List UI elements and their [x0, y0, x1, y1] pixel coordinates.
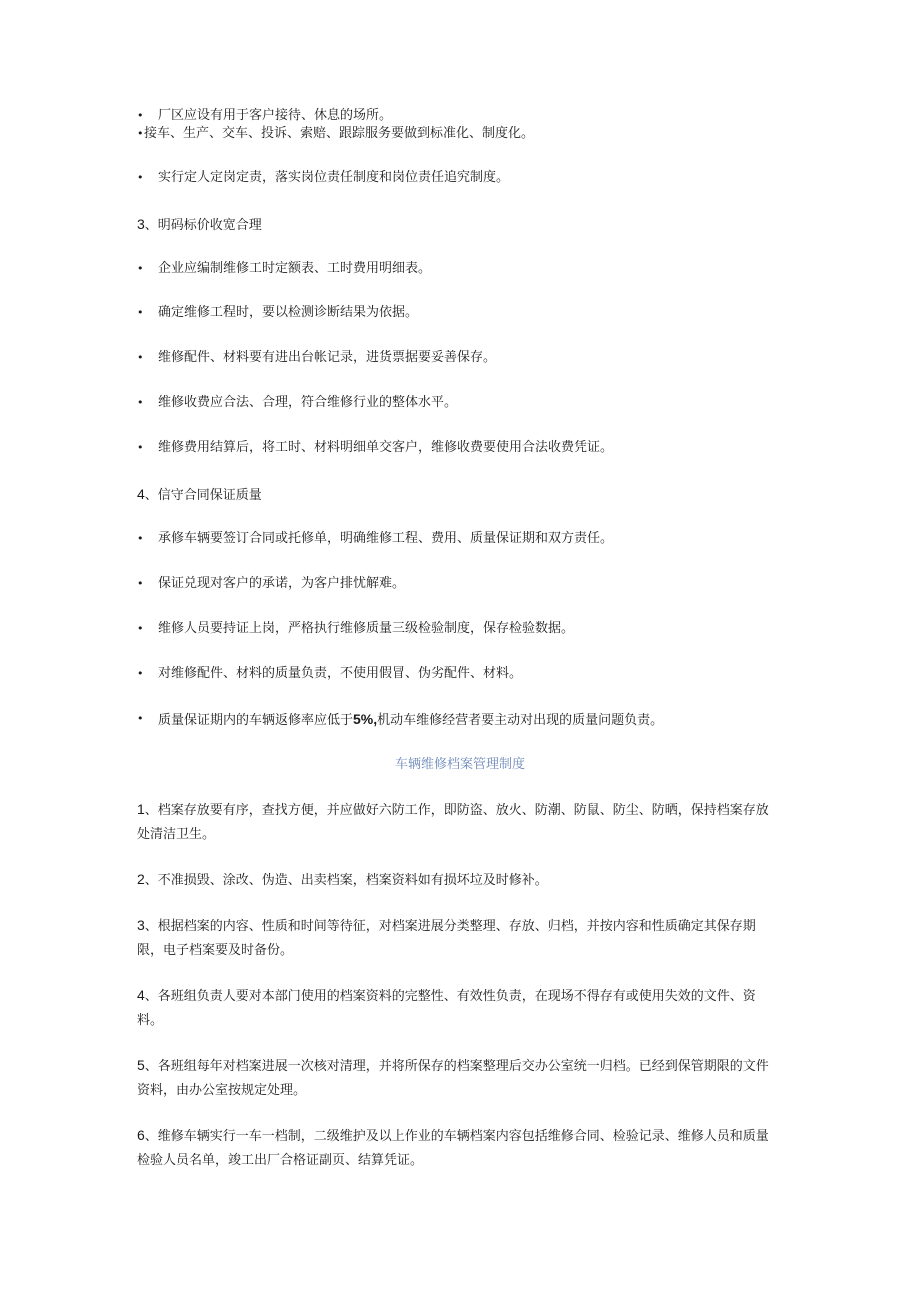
bullet-icon: •: [137, 262, 144, 275]
archive-paragraph: [137, 1053, 787, 1103]
paragraph-number: 1: [137, 801, 145, 817]
section-heading: [137, 215, 262, 235]
bullet-icon: •: [137, 577, 144, 590]
paragraph-line: 限，电子档案要及时备份。: [137, 943, 294, 958]
paragraph-line: 资料，由办公室按规定处理。: [137, 1083, 307, 1098]
paragraph-line: 检验人员名单，竣工出厂合格证副页、结算凭证。: [137, 1153, 424, 1168]
bullet-icon: •: [137, 306, 144, 319]
paragraph-line: 、根据档案的内容、性质和时间等待征，对档案进展分类整理、存放、归档，并按内容和性质确定其保存期: [144, 919, 756, 934]
bullet-icon: •: [137, 712, 144, 725]
archive-paragraph: [137, 1123, 787, 1173]
bullet-icon: •: [137, 351, 144, 364]
paragraph-line: 料。: [137, 1013, 164, 1028]
list-item: 对维修配件、材料的质量负责，不使用假冒、伪劣配件、材料。: [158, 666, 523, 681]
list-item: 维修收费应合法、合理，符合维修行业的整体水平。: [158, 395, 458, 410]
list-item: 实行定人定岗定责，落实岗位责任制度和岗位责任追究制度。: [158, 170, 510, 185]
list-item: 维修费用结算后，将工时、材料明细单交客户，维修收费要使用合法收费凭证。: [158, 440, 614, 455]
list-item: 维修配件、材料要有进出台帐记录，进货票据要妥善保存。: [158, 350, 497, 365]
archive-paragraph: [137, 913, 787, 963]
list-item: [158, 710, 663, 730]
section-number: 3: [137, 216, 145, 232]
paragraph-number: 2: [137, 871, 145, 887]
rate-value: 5%,: [353, 711, 378, 727]
paragraph-line: 、档案存放要有序，查找方便，并应做好六防工作，即防盗、放火、防潮、防鼠、防尘、防晒，保持档案存放: [144, 803, 769, 818]
paragraph-number: 6: [137, 1127, 145, 1143]
archive-paragraph: [137, 983, 787, 1033]
paragraph-line: 、维修车辆实行一车一档制，二级维护及以上作业的车辆档案内容包括维修合同、检验记录、维修人员和质量: [144, 1129, 769, 1144]
paragraph-line: 、各班组每年对档案进展一次核对清理，并将所保存的档案整理后交办公室统一归档。已经到保管期限的文件: [144, 1059, 769, 1074]
bullet-icon: •: [137, 171, 144, 184]
paragraph-line: 、不准损毁、涂改、伪造、出卖档案，档案资料如有损坏垃及时修补。: [144, 873, 548, 888]
bullet-icon: •: [137, 622, 144, 635]
section-heading: [137, 485, 262, 505]
paragraph-line: 处清洁卫生。: [137, 827, 216, 842]
bullet-icon: •: [137, 532, 144, 545]
bullet-icon: •: [137, 109, 144, 122]
bullet-icon: •: [137, 441, 144, 454]
list-item: 维修人员要持证上岗，严格执行维修质量三级检验制度，保存检验数据。: [158, 621, 575, 636]
paragraph-number: 4: [137, 987, 145, 1003]
archive-title: 车辆维修档案管理制度: [394, 757, 525, 772]
bullet-icon: •: [137, 667, 144, 680]
list-item: 企业应编制维修工时定额表、工时费用明细表。: [158, 261, 432, 276]
section-title: 、信守合同保证质量: [144, 488, 262, 503]
list-item: 确定维修工程时，要以检测诊断结果为依据。: [158, 305, 419, 320]
bullet-icon: •: [137, 127, 144, 140]
list-item: 承修车辆要签订合同或托修单，明确维修工程、费用、质量保证期和双方责任。: [158, 531, 614, 546]
section-title: 、明码标价收宽合理: [144, 218, 262, 233]
section-number: 4: [137, 486, 145, 502]
list-item-text: 机动车维修经营者要主动对出现的质量问题负责。: [377, 713, 664, 728]
list-item: 厂区应设有用于客户接待、休息的场所。: [158, 108, 393, 123]
paragraph-line: 、各班组负责人要对本部门使用的档案资料的完整性、有效性负责，在现场不得存有或使用失效的文件、资: [144, 989, 756, 1004]
bullet-icon: •: [137, 396, 144, 409]
paragraph-number: 5: [137, 1057, 145, 1073]
archive-paragraph: [137, 867, 787, 893]
list-item: 接车、生产、交车、投诉、索赔、跟踪服务要做到标准化、制度化。: [144, 126, 535, 141]
archive-paragraph: [137, 797, 787, 847]
list-item-text: 质量保证期内的车辆返修率应低于: [158, 713, 354, 728]
paragraph-number: 3: [137, 917, 145, 933]
list-item: 保证兑现对客户的承诺，为客户排忧解难。: [158, 576, 406, 591]
